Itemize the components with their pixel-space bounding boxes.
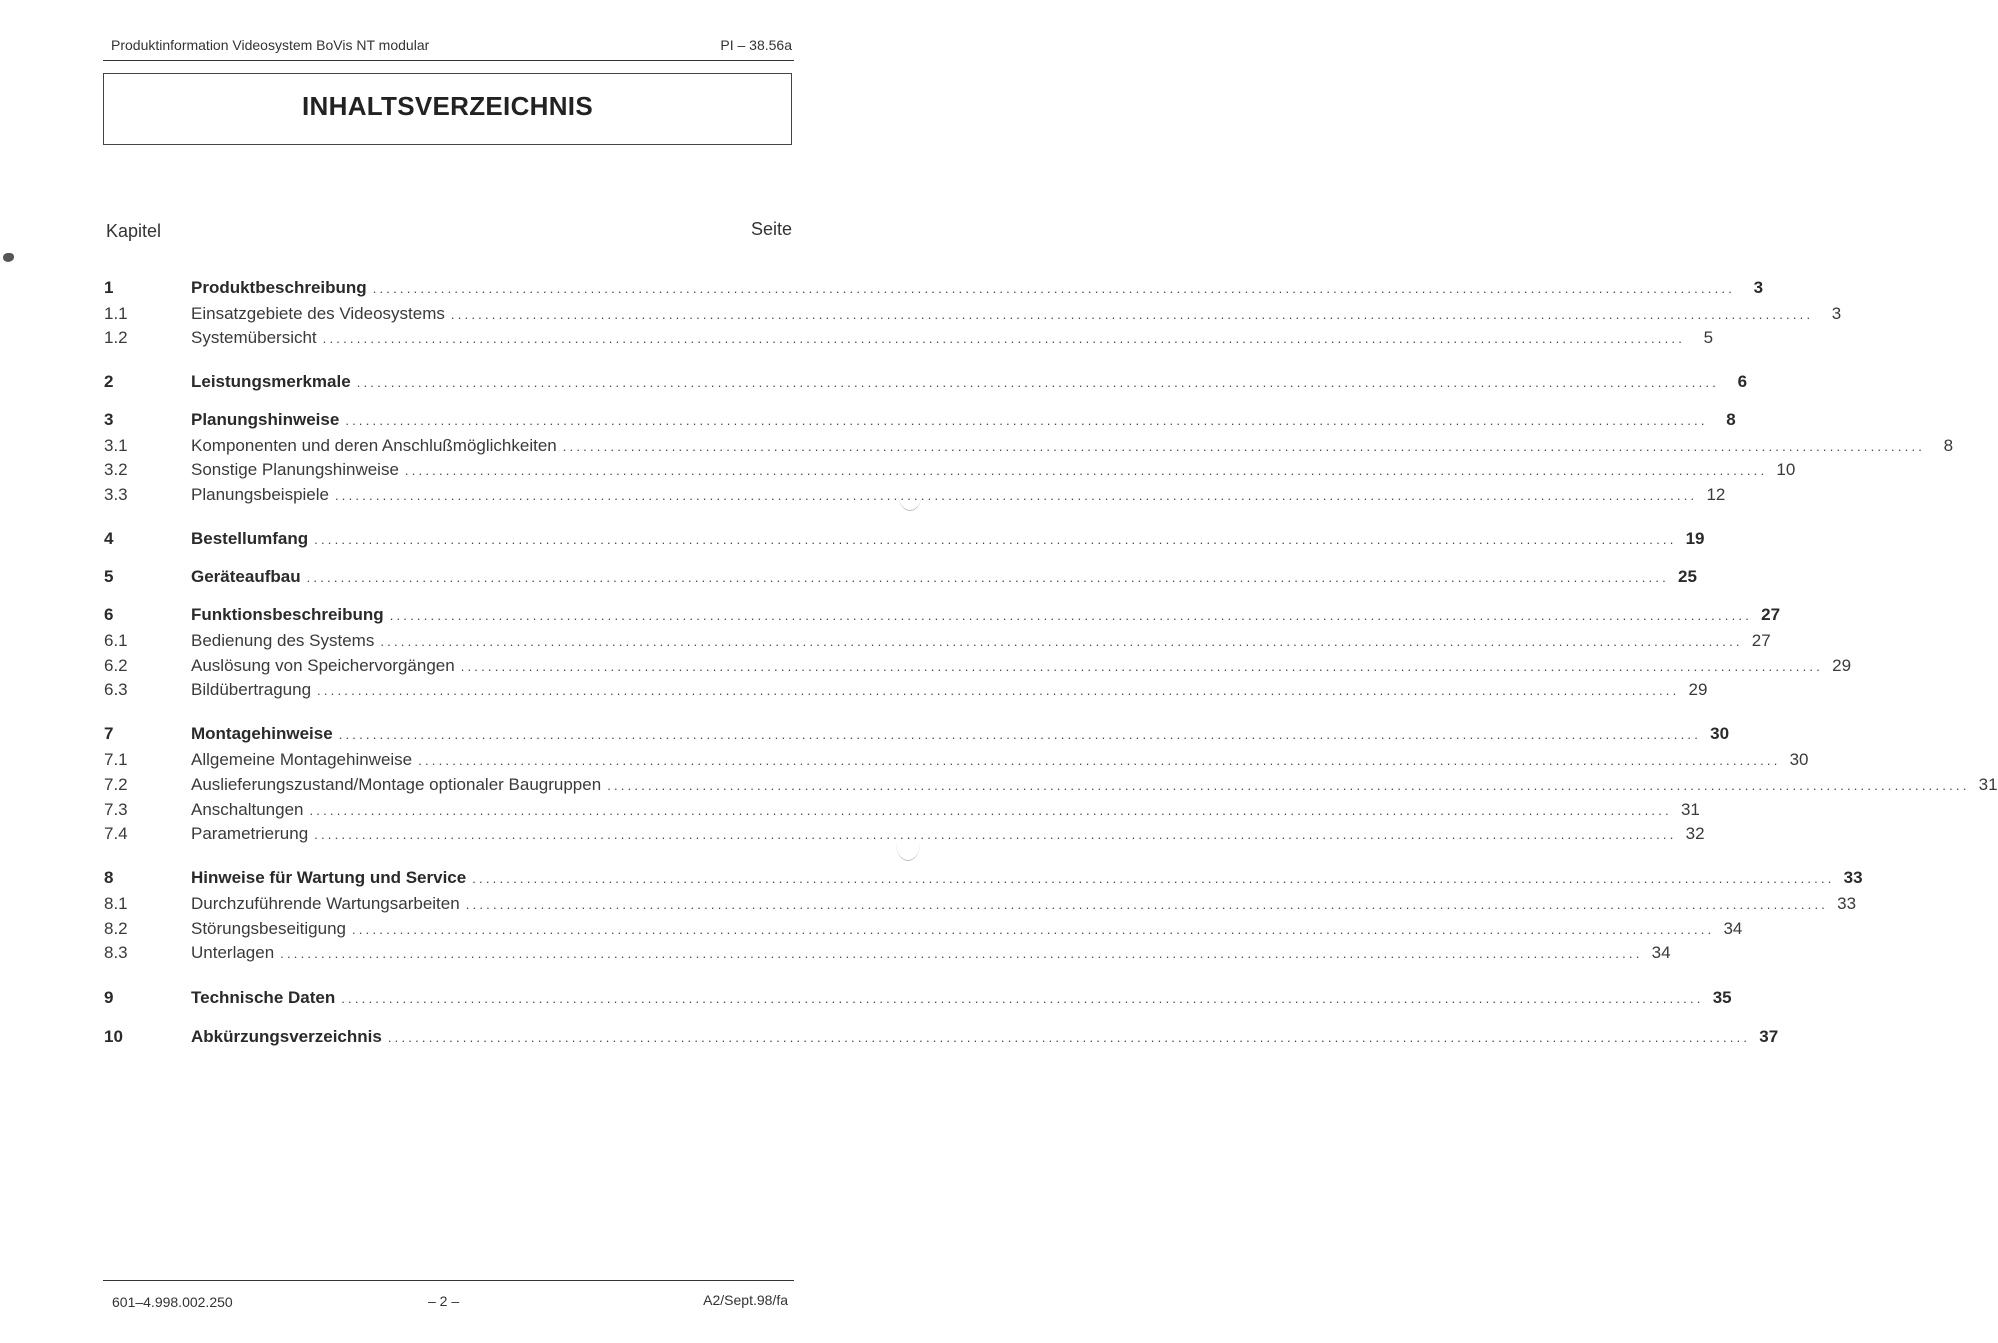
toc-page-number: 29 — [1688, 680, 1708, 699]
toc-dot-leader: ........................................................................................................................................................................................................ — [335, 488, 1698, 503]
toc-dot-leader: ........................................................................................................................................................................................................ — [356, 375, 1720, 390]
toc-chapter-title: Bedienung des Systems — [191, 631, 375, 650]
toc-chapter-number: 4 — [104, 529, 114, 548]
toc-page-number: 19 — [1685, 529, 1705, 548]
toc-chapter-number: 7.3 — [104, 800, 128, 819]
toc-page-number: 5 — [1703, 328, 1714, 347]
toc-chapter-number: 3.1 — [104, 436, 128, 455]
toc-page-number: 30 — [1789, 750, 1809, 769]
toc-chapter-title: Leistungsmerkmale — [191, 372, 351, 391]
toc-chapter-number: 1 — [104, 278, 114, 297]
toc-chapter-title: Geräteaufbau — [191, 567, 301, 586]
toc-chapter-number: 7.2 — [104, 775, 128, 794]
toc-chapter-number: 1.2 — [104, 328, 128, 347]
toc-dot-leader: ........................................................................................................................................................................................................ — [450, 307, 1814, 322]
toc-dot-leader: ........................................................................................................................................................................................................ — [607, 778, 1970, 793]
toc-entry — [104, 680, 1708, 704]
toc-chapter-title: Unterlagen — [191, 943, 275, 962]
footer-revision: A2/Sept.98/fa — [703, 1292, 788, 1308]
page-title: INHALTSVERZEICHNIS — [302, 91, 593, 121]
toc-page-number: 27 — [1761, 605, 1781, 624]
toc-dot-leader: ........................................................................................................................................................................................................ — [338, 727, 1702, 742]
toc-page-number: 33 — [1837, 894, 1857, 913]
toc-chapter-number: 7.4 — [104, 824, 128, 843]
toc-chapter-title: Allgemeine Montagehinweise — [191, 750, 413, 769]
toc-dot-leader: ........................................................................................................................................................................................................ — [472, 871, 1835, 886]
toc-dot-leader: ........................................................................................................................................................................................................ — [389, 608, 1753, 623]
toc-chapter-number: 8 — [104, 868, 114, 887]
toc-dot-leader: ........................................................................................................................................................................................................ — [306, 570, 1669, 585]
toc-page-number: 3 — [1753, 278, 1764, 297]
toc-dot-leader: ........................................................................................................................................................................................................ — [309, 803, 1672, 818]
toc-entry — [104, 567, 1697, 591]
toc-page-number: 8 — [1726, 410, 1736, 429]
toc-entry — [104, 278, 1764, 302]
toc-entry — [104, 824, 1705, 848]
toc-dot-leader: ........................................................................................................................................................................................................ — [418, 753, 1781, 768]
toc-dot-leader: ........................................................................................................................................................................................................ — [322, 331, 1686, 346]
toc-entry — [104, 943, 1671, 967]
toc-chapter-title: Abkürzungsverzeichnis — [191, 1027, 382, 1046]
toc-page-number: 12 — [1706, 485, 1726, 504]
toc-chapter-title: Technische Daten — [191, 988, 336, 1007]
toc-dot-leader: ........................................................................................................................................................................................................ — [317, 683, 1680, 698]
header-document-number: PI – 38.56a — [720, 37, 792, 53]
toc-chapter-title: Planungshinweise — [191, 410, 340, 429]
toc-chapter-title: Bildübertragung — [191, 680, 312, 699]
toc-chapter-title: Parametrierung — [191, 824, 309, 843]
toc-entry — [104, 988, 1732, 1012]
toc-entry — [104, 656, 1852, 680]
scan-speck — [3, 253, 14, 262]
toc-entry — [104, 372, 1748, 396]
toc-chapter-title: Durchzuführende Wartungsarbeiten — [191, 894, 460, 913]
toc-page-number: 32 — [1685, 824, 1705, 843]
toc-chapter-number: 1.1 — [104, 304, 128, 323]
toc-dot-leader: ........................................................................................................................................................................................................ — [404, 463, 1768, 478]
toc-chapter-number: 6.1 — [104, 631, 128, 650]
toc-dot-leader: ........................................................................................................................................................................................................ — [314, 827, 1677, 842]
toc-chapter-title: Komponenten und deren Anschlußmöglichkeiten — [191, 436, 557, 455]
toc-dot-leader: ........................................................................................................................................................................................................ — [341, 991, 1704, 1006]
toc-dot-leader: ........................................................................................................................................................................................................ — [280, 946, 1643, 961]
toc-chapter-title: Auslösung von Speichervorgängen — [191, 656, 455, 675]
toc-chapter-title: Anschaltungen — [191, 800, 304, 819]
toc-entry — [104, 775, 1998, 799]
toc-page-number: 31 — [1680, 800, 1700, 819]
toc-chapter-title: Funktionsbeschreibung — [191, 605, 384, 624]
toc-dot-leader: ........................................................................................................................................................................................................ — [372, 281, 1736, 296]
toc-page-number: 37 — [1759, 1027, 1779, 1046]
toc-entry — [104, 868, 1863, 892]
toc-chapter-number: 2 — [104, 372, 114, 391]
toc-chapter-number: 3.3 — [104, 485, 128, 504]
toc-page-number: 25 — [1678, 567, 1697, 586]
toc-chapter-title: Bestellumfang — [191, 529, 309, 548]
toc-page-number: 30 — [1710, 724, 1730, 743]
toc-dot-leader: ........................................................................................................................................................................................................ — [387, 1030, 1751, 1045]
toc-chapter-number: 8.2 — [104, 919, 128, 938]
toc-entry — [104, 800, 1700, 824]
toc-entry — [104, 436, 1954, 460]
toc-chapter-number: 7 — [104, 724, 114, 743]
toc-entry — [104, 631, 1771, 655]
toc-entry — [104, 605, 1781, 629]
toc-dot-leader: ........................................................................................................................................................................................................ — [562, 439, 1926, 454]
toc-dot-leader: ........................................................................................................................................................................................................ — [460, 659, 1824, 674]
toc-dot-leader: ........................................................................................................................................................................................................ — [465, 897, 1829, 912]
column-label-page: Seite — [750, 219, 792, 239]
toc-page-number: 27 — [1751, 631, 1771, 650]
toc-page-number: 31 — [1978, 775, 1998, 794]
footer-document-id: 601–4.998.002.250 — [112, 1294, 233, 1310]
toc-dot-leader: ........................................................................................................................................................................................................ — [380, 634, 1743, 649]
toc-entry — [104, 724, 1730, 748]
toc-entry — [104, 460, 1796, 484]
toc-chapter-title: Sonstige Planungshinweise — [191, 460, 399, 479]
header-document-title: Produktinformation Videosystem BoVis NT modular — [111, 37, 430, 53]
footer-divider — [103, 1280, 794, 1281]
toc-entry — [104, 410, 1736, 434]
toc-chapter-number: 6.2 — [104, 656, 128, 675]
toc-page-number: 34 — [1723, 919, 1743, 938]
toc-chapter-title: Auslieferungszustand/Montage optionaler Baugruppen — [191, 775, 602, 794]
toc-chapter-number: 5 — [104, 567, 114, 586]
toc-chapter-title: Planungsbeispiele — [191, 485, 329, 504]
toc-entry — [104, 1027, 1779, 1051]
toc-page-number: 3 — [1831, 304, 1842, 323]
toc-page-number: 10 — [1776, 460, 1796, 479]
title-box — [103, 73, 792, 145]
toc-entry — [104, 894, 1857, 918]
toc-entry — [104, 529, 1705, 553]
toc-page-number: 33 — [1843, 868, 1863, 887]
header-divider — [103, 60, 794, 61]
toc-entry — [104, 328, 1714, 352]
toc-dot-leader: ........................................................................................................................................................................................................ — [352, 922, 1715, 937]
column-label-chapter: Kapitel — [106, 221, 162, 241]
toc-page-number: 34 — [1651, 943, 1671, 962]
toc-chapter-number: 10 — [104, 1027, 123, 1046]
toc-chapter-title: Einsatzgebiete des Videosystems — [191, 304, 445, 323]
toc-chapter-number: 3 — [104, 410, 114, 429]
toc-chapter-title: Hinweise für Wartung und Service — [191, 868, 467, 887]
toc-chapter-number: 9 — [104, 988, 114, 1007]
toc-entry — [104, 304, 1842, 328]
toc-chapter-number: 6.3 — [104, 680, 128, 699]
toc-entry — [104, 919, 1743, 943]
toc-page-number: 6 — [1737, 372, 1748, 391]
toc-chapter-number: 3.2 — [104, 460, 128, 479]
toc-page-number: 29 — [1832, 656, 1852, 675]
footer-page-number: – 2 – — [428, 1293, 460, 1309]
toc-page-number: 35 — [1712, 988, 1732, 1007]
toc-dot-leader: ........................................................................................................................................................................................................ — [345, 413, 1708, 428]
toc-dot-leader: ........................................................................................................................................................................................................ — [314, 532, 1677, 547]
toc-chapter-number: 8.3 — [104, 943, 128, 962]
toc-chapter-title: Montagehinweise — [191, 724, 333, 743]
toc-chapter-number: 7.1 — [104, 750, 128, 769]
toc-page-number: 8 — [1943, 436, 1954, 455]
toc-chapter-title: Störungsbeseitigung — [191, 919, 347, 938]
toc-entry — [104, 485, 1726, 509]
toc-entry — [104, 750, 1809, 774]
toc-chapter-number: 6 — [104, 605, 114, 624]
toc-chapter-title: Systemübersicht — [191, 328, 317, 347]
toc-chapter-number: 8.1 — [104, 894, 128, 913]
toc-chapter-title: Produktbeschreibung — [191, 278, 367, 297]
